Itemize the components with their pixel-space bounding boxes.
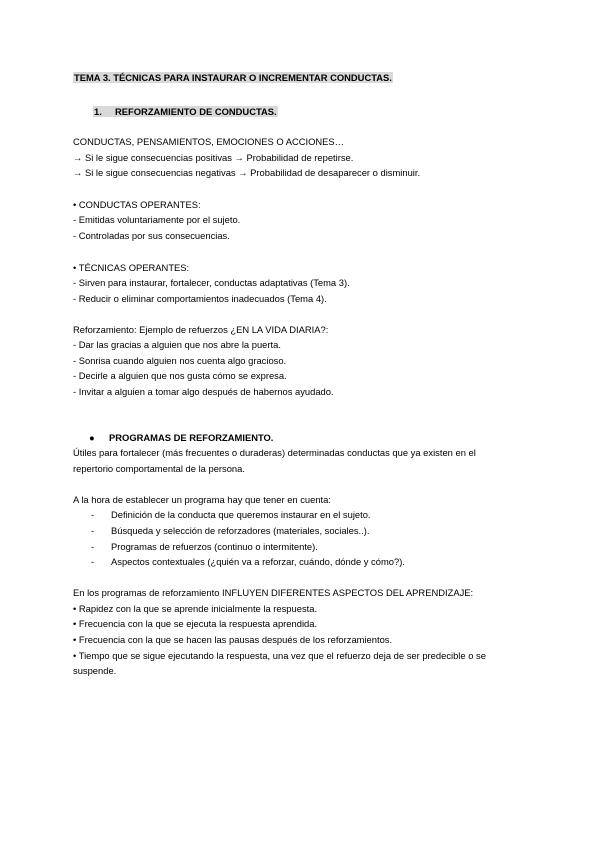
bullet-icon: ● — [89, 432, 95, 443]
learning-aspect-item: • Frecuencia con la que se hacen las pausas después de los reforzamientos. — [73, 634, 393, 645]
reinforcement-example-item: - Dar las gracias a alguien que nos abre la puerta. — [73, 339, 281, 350]
learning-aspect-item: • Rapidez con la que se aprende inicialmente la respuesta. — [73, 603, 318, 614]
section-1-heading: 1. REFORZAMIENTO DE CONDUCTAS. — [94, 106, 277, 117]
document-title: TEMA 3. TÉCNICAS PARA INSTAURAR O INCREMENTAR CONDUCTAS. — [74, 72, 392, 83]
programs-description-line: repertorio comportamental de la persona. — [73, 463, 245, 474]
learning-aspect-item: • Frecuencia con la que se ejecuta la respuesta aprendida. — [73, 618, 318, 629]
intro-heading: CONDUCTAS, PENSAMIENTOS, EMOCIONES O ACCIONES… — [73, 136, 345, 147]
programs-heading: ● PROGRAMAS DE REFORZAMIENTO. — [89, 432, 274, 443]
operant-behaviors-heading: • CONDUCTAS OPERANTES: — [73, 199, 201, 210]
document-page: TEMA 3. TÉCNICAS PARA INSTAURAR O INCREMENTAR CONDUCTAS. 1. REFORZAMIENTO DE CONDUCTAS. CONDUCTAS, PENSAMIENTOS, EMOCIONES O ACCIONES… → Si le sigue consecuencias positivas → Probabilidad de repetirse. → Si le sigue consecuencias negativas → Probabilidad de desaparecer o disminuir. • CONDUCTAS OPERANTES: - Emitidas voluntariamente por el sujeto. - Controladas por sus consecuencias. • TÉCNICAS OPERANTES: - Sirven para instaurar, fortalecer, conductas adaptativas (Tema 3). - Reducir o eliminar comportamientos inadecuados (Tema 4). Reforzamiento: Ejemplo de refuerzos ¿EN LA VIDA DIARIA?: - Dar las gracias a alguien que nos abre la puerta. - Sonrisa cuando alguien nos cuenta algo gracioso. - Decirle a alguien que nos gusta cómo se expresa. - Invitar a alguien a tomar algo después de habernos ayudado. ● PROGRAMAS DE REFORZAMIENTO. Útiles para fortalecer (más frecuentes o duraderas) determinadas conductas que ya existen en el repertorio comportamental de la persona. A la hora de establecer un programa hay que tener en cuenta: - Definición de la conducta que queremos instaurar en el sujeto. - Búsqueda y selección de reforzadores (materiales, sociales..). - Programas de refuerzos (continuo o intermitente). - Aspectos contextuales (¿quién va a reforzar, cuándo, dónde y cómo?). En los programas de reforzamiento INFLUYEN DIFERENTES ASPECTOS DEL APRENDIZAJE: • Rapidez con la que se aprende inicialmente la respuesta. • Frecuencia con la que se ejecuta la respuesta aprendida. • Frecuencia con la que se hacen las pausas después de los reforzamientos. • Tiempo que se sigue ejecutando la respuesta, una vez que el refuerzo deja de ser predecible o se suspende. — [73, 72, 486, 676]
intro-line-1: → Si le sigue consecuencias positivas → Probabilidad de repetirse. — [73, 152, 354, 163]
learning-aspect-item: • Tiempo que se sigue ejecutando la respuesta, una vez que el refuerzo deja de ser predecible o se — [73, 650, 486, 661]
operant-techniques-item: - Reducir o eliminar comportamientos inadecuados (Tema 4). — [73, 293, 327, 304]
operant-techniques-heading: • TÉCNICAS OPERANTES: — [73, 262, 190, 273]
operant-behaviors-item: - Emitidas voluntariamente por el sujeto. — [73, 214, 241, 225]
intro-line-2: → Si le sigue consecuencias negativas → Probabilidad de desaparecer o disminuir. — [73, 167, 421, 178]
reinforcement-example-item: - Decirle a alguien que nos gusta cómo se expresa. — [73, 370, 287, 381]
operant-behaviors-item: - Controladas por sus consecuencias. — [73, 230, 230, 241]
reinforcement-example-item: - Invitar a alguien a tomar algo después de habernos ayudado. — [73, 386, 334, 397]
learning-aspect-item-continued: suspende. — [73, 665, 117, 676]
program-considerations-heading: A la hora de establecer un programa hay que tener en cuenta: — [73, 494, 331, 505]
reinforcement-examples-heading: Reforzamiento: Ejemplo de refuerzos ¿EN LA VIDA DIARIA?: — [73, 324, 329, 335]
reinforcement-example-item: - Sonrisa cuando alguien nos cuenta algo gracioso. — [73, 355, 287, 366]
learning-aspects-heading: En los programas de reforzamiento INFLUYEN DIFERENTES ASPECTOS DEL APRENDIZAJE: — [73, 587, 474, 598]
programs-description-line: Útiles para fortalecer (más frecuentes o duraderas) determinadas conductas que ya existen en el — [73, 447, 476, 458]
operant-techniques-item: - Sirven para instaurar, fortalecer, conductas adaptativas (Tema 3). — [73, 277, 350, 288]
